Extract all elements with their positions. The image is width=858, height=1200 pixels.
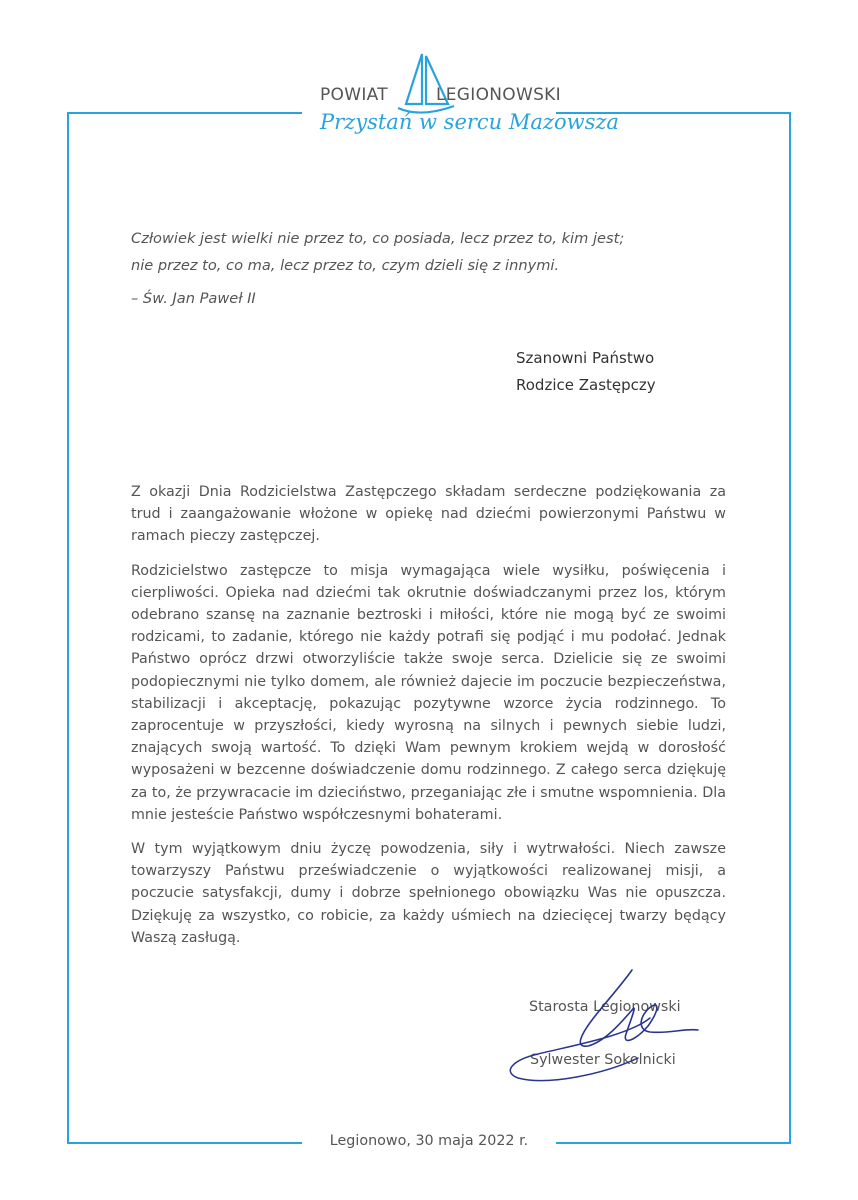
signatory-name: Sylwester Sokolnicki <box>530 1052 676 1068</box>
logo-tagline: Przystań w sercu Mazowsza <box>320 110 619 134</box>
logo-text-powiat: POWIAT <box>320 85 388 105</box>
quote-line-2: nie przez to, co ma, lecz przez to, czym dzieli się z innymi. <box>131 257 560 274</box>
handwritten-signature <box>500 962 710 1087</box>
quote-line-1: Człowiek jest wielki nie przez to, co posiada, lecz przez to, kim jest; <box>131 230 625 247</box>
quote-block <box>131 225 624 279</box>
frame-left-line <box>67 112 69 1143</box>
logo-text-legionowski: LEGIONOWSKI <box>436 85 561 105</box>
salutation-line-1: Szanowni Państwo <box>516 349 655 367</box>
signatory-title: Starosta Legionowski <box>529 999 681 1015</box>
frame-right-line <box>789 112 791 1143</box>
paragraph: Rodzicielstwo zastępcze to misja wymagająca wiele wysiłku, poświęcenia i cierpliwości. Opieka nad dziećmi tak okrutnie doświadczanymi przez los, którym odebrano szansę na zaznanie beztroski i miłości, które nie mogą być ze swoimi rodzicami, to zadanie, którego nie każdy potrafi się podjąć i mu podołać. Jednak Państwo oprócz drzwi otworzyliście także swoje serca. Dzielicie się ze swoimi podopiecznymi nie tylko domem, ale również dajecie im poczucie bezpieczeństwa, stabilizacji i akceptację, pokazując pozytywne wzorce życia rodzinnego. To zaprocentuje w przyszłości, kiedy wyrosną na silnych i pewnych siebie ludzi, znających swoją wartość. To dzięki Wam pewnym krokiem wejdą w dorosłość wyposażeni w bezcenne doświadczenie domu rodzinnego. Z całego serca dziękuję za to, że przywracacie im dzieciństwo, przeganiając złe i smutne wspomnienia. Dla mnie jesteście Państwo współczesnymi bohaterami. <box>131 562 726 823</box>
salutation-line-2: Rodzice Zastępczy <box>516 376 656 394</box>
powiat-logo <box>300 48 619 143</box>
letter-body <box>131 481 726 961</box>
frame-top-left-line <box>67 112 302 114</box>
place-and-date: Legionowo, 30 maja 2022 r. <box>329 1133 529 1149</box>
paragraph: Z okazji Dnia Rodzicielstwa Zastępczego składam serdeczne podziękowania za trud i zaangażowanie włożone w opiekę nad dziećmi powierzonymi Państwu w ramach pieczy zastępczej. <box>131 484 726 545</box>
sailboat-icon <box>376 48 456 118</box>
salutation <box>516 345 656 399</box>
paragraph: W tym wyjątkowym dniu życzę powodzenia, siły i wytrwałości. Niech zawsze towarzyszy Państwu przeświadczenie o wyjątkowości realizowanej misji, a poczucie satysfakcji, dumy i dobrze spełnionego obowiązku Was nie opuszcza. Dziękuję za wszystko, co robicie, za każdy uśmiech na dziecięcej twarzy będący Waszą zasługą. <box>131 841 726 946</box>
quote-author: – Św. Jan Paweł II <box>131 290 256 307</box>
